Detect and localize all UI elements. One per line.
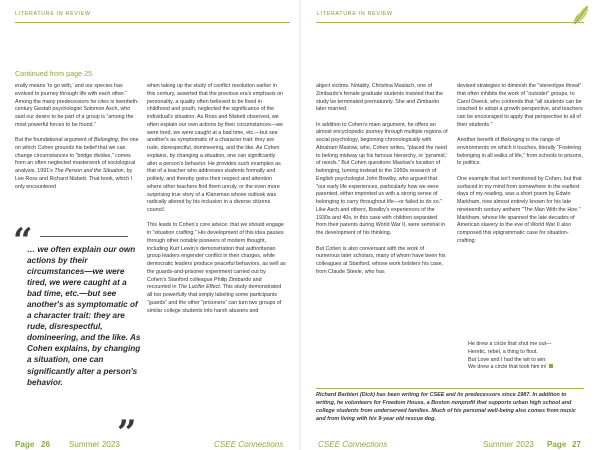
right-column-1 (316, 83, 448, 284)
right-column-2 (457, 83, 585, 253)
left-column-2 (147, 83, 286, 323)
poem-line: But Love and I had the wit to win: (468, 356, 547, 363)
pullquote-rule (40, 236, 128, 237)
paragraph: devised strategies to diminish the "stereotype threat" that often inhibits the work of "outsider" groups, to Carol Dweck, who contends that "all students can be coached to adopt a growth perspective, and teachers can be encouraged to apply that perspective to all of their students." (457, 83, 583, 128)
footer-page-number: 27 (572, 440, 582, 449)
paragraph: But Cohen is also conversant with the work of numerous later scholars, many of whom have been his colleagues at Stanford, whose work bolsters his case, from Claude Steele, who has (316, 245, 446, 275)
open-quote-mark: “ (13, 221, 33, 261)
paragraph: But the foundational argument of Belonging, the one on which Cohen grounds his belief that we can change circumstances to “bridge divides,” comes from an often neglected masterwork of sociological analysis, 1991’s The Person and the Situation, by Lee Ross and Richard Nisbett. That book, which I only encountered (15, 137, 139, 190)
paragraph: erally means ‘to go with,’ and our species has evolved to journey through life with each other.” Among the many predecessors he cites is twentieth-century Gestalt psychologist Solomon Asch, who said our desire to be part of a group is “among the most powerful forces to be found.” (15, 83, 139, 128)
paragraph: One example that isn't mentioned by Cohen, but that surfaced in my mind from somewhere in the earliest days of my reading, was a short poem by Edwin Markham, now almost entirely known for his late nineteenth century anthem "The Man With the Hoe." Markham, whose life spanned the late decades of American slavery to the eve of World War II also composed this epigrammatic case for situation-crafting: (457, 175, 582, 244)
paragraph: when taking up the study of conflict resolution earlier in this century, asserted that the previous era's emphasis on personality, a quality often believed to be fixed in childhood and youth, neglected the significance of the individual's situation. As Ross and Nisbett observed, we often explain our own actions by their circumstances—we were tired, we were caught at a bad time, etc.—but see another's as symptomatic of a character trait: they are rude, disrespectful, domineering, and the like. As Cohen explains, by changing a situation, one can significantly alter a person's behavior. He provides such examples as that of a teacher who addresses students formally and politely, and thereby gains their respect and attention where other teachers find them unruly, or the even more surprising true story of a Klansman whose outlook was radically altered by his inclusion in a diverse citizens council. (147, 83, 284, 213)
continued-from-label: Continued from page 25 (15, 69, 93, 78)
end-mark-icon (549, 364, 553, 368)
pullquote: … we often explain our own actions by their circumstances—we were tired, we were caught at a bad time, etc.—but see another's as symptomatic of a character trait: they are rude, disrespectful, domineering, and the like. As Cohen explains, by changing a situation, one can significantly alter a person's behavior. (27, 245, 141, 387)
book-title: The Person and the Situation (54, 168, 124, 175)
paragraph: In addition to Cohen's main argument, he offers an almost encyclopedic journey through multiple regions of social psychology, beginning chronologically with Abraham Maslow, who, Cohen writes, "placed the need to belong midway up his famous hierarchy, or 'pyramid,' of needs." But Cohen questions Maslow's location of belonging, turning instead to the 1950s research of English psychologist John Bowlby, who argued that "our early life experiences, particularly how we were parented, either imprinted us with a strong sense of belonging to carry throughout life—or failed to do so." Like Asch and others, Bowlby's experiences of the 1930s and 40s, in this case with children separated from their parents during World War II, were seminal in the development of his thinking. (316, 121, 448, 237)
poem-line: He drew a circle that shut me out— (468, 341, 552, 347)
left-column-1 (15, 83, 139, 199)
book-title: The Lucifer Effect (177, 284, 220, 291)
paragraph: This leads to Cohen’s core advice: that we should engage in “situation crafting.” His development of this idea passes through other notable pioneers of modern thought, including Kurt Lewin’s demonstration that authoritarian group leaders engender conflict in their charges, while democratic leaders produce peaceful behaviors, as well as the guards-and-prisoner experiment carried out by Cohen’s Stanford colleague Philip Zimbardo and recounted in The Lucifer Effect. This study demonstrated all too powerfully that simply labeling some participants “guards” and the other “prisoners” can turn two groups of similar college students into harsh abusers and (147, 222, 286, 314)
bio-rule (316, 388, 584, 389)
poem-line: Heretic, rebel, a thing to flout. (468, 348, 538, 355)
author-bio: Richard Barbieri (Dick) has been writing for CSEE and its predecessors since 1987. In addition to writing, he volunteers for Freedom House, a Boston nonprofit that supports urban high school and college students from underserved families. Much of his personal well-being also comes from music and from living with his 9-year old rescue dog. (316, 392, 576, 422)
book-title: Belonging (94, 137, 118, 144)
footer-publication: CSEE Connections (318, 440, 388, 449)
right-page (300, 0, 600, 450)
footer-page-label: Page (15, 440, 35, 449)
footer-date: Summer 2023 (69, 440, 120, 449)
close-quote-mark: ” (117, 413, 137, 450)
header-rule-left (15, 22, 290, 23)
book-title: Belonging (500, 137, 525, 144)
footer-publication: CSEE Connections (214, 440, 284, 449)
footer-date: Summer 2023 (483, 440, 534, 449)
poem-line-text: We drew a circle that took him in! (468, 364, 547, 371)
poem (468, 341, 586, 372)
paragraph: Another benefit of Belonging is the range of environments on which it touches, literally “Fostering belonging in all walks of life,” from schools to prisons, to politics. (457, 137, 583, 167)
header-rule-right (316, 22, 584, 23)
running-head-right: LITERATURE IN REVIEW (317, 11, 393, 17)
poem-line (468, 364, 586, 372)
footer-page-label: Page (547, 440, 567, 449)
footer-page-number: 26 (41, 440, 51, 449)
running-head-left: LITERATURE IN REVIEW (15, 11, 91, 17)
leaf-logo-icon (571, 4, 591, 26)
paragraph: abject victims. Notably, Christina Maslach, one of Zimbardo's female graduate students insisted that the study be terminated prematurely. She and Zimbardo later married. (316, 83, 443, 113)
